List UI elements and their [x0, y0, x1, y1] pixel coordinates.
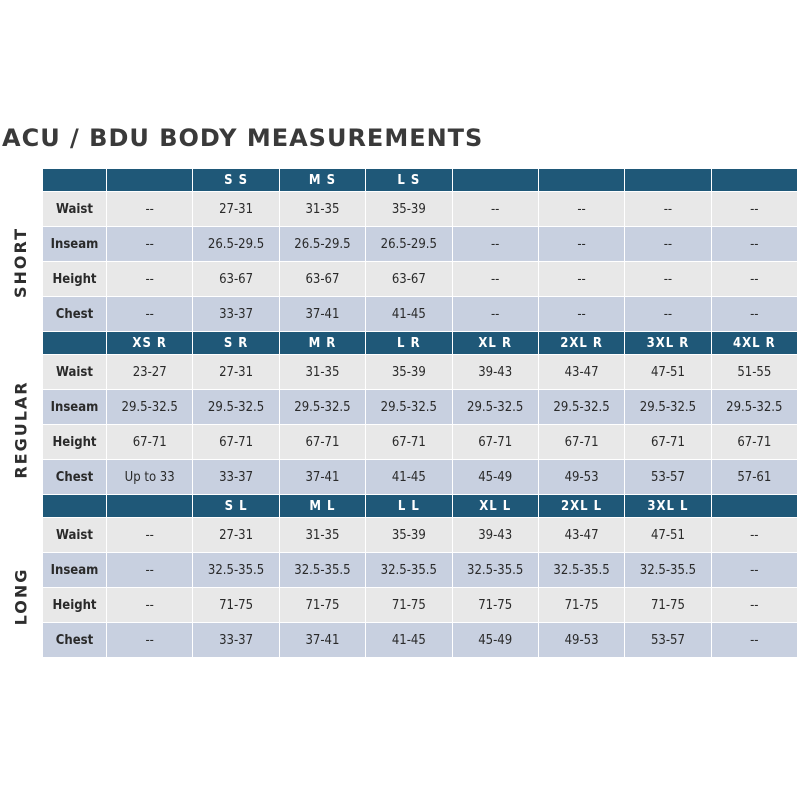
- measurement-cell: --: [452, 192, 538, 227]
- size-header-cell: [711, 495, 797, 518]
- group-label-text: SHORT: [11, 226, 31, 298]
- table-row: [43, 355, 798, 390]
- row-label-cell: Waist: [43, 192, 107, 227]
- measurement-cell: 33-37: [193, 297, 279, 332]
- group-label-text: REGULAR: [11, 379, 31, 479]
- row-label-cell: Height: [43, 262, 107, 297]
- row-label-cell: Inseam: [43, 553, 107, 588]
- measurement-cell: 32.5-35.5: [366, 553, 452, 588]
- measurement-cell: 71-75: [366, 588, 452, 623]
- measurement-cell: --: [107, 623, 193, 658]
- measurement-cell: --: [625, 227, 711, 262]
- measurement-cell: 32.5-35.5: [625, 553, 711, 588]
- measurement-cell: --: [538, 192, 624, 227]
- size-header-cell: M L: [279, 495, 365, 518]
- measurement-cell: 51-55: [711, 355, 797, 390]
- measurement-cell: 57-61: [711, 460, 797, 495]
- measurement-cell: --: [107, 297, 193, 332]
- measurement-cell: 53-57: [625, 460, 711, 495]
- size-header-cell: XL R: [452, 332, 538, 355]
- measurement-cell: 37-41: [279, 460, 365, 495]
- measurement-cell: 67-71: [538, 425, 624, 460]
- table-row: [43, 553, 798, 588]
- group-label-long: [0, 524, 42, 668]
- measurement-cell: --: [625, 297, 711, 332]
- table-row: [43, 297, 798, 332]
- measurement-cell: 53-57: [625, 623, 711, 658]
- measurement-cell: 63-67: [193, 262, 279, 297]
- size-header-cell: 4XL R: [711, 332, 797, 355]
- row-label-cell: Inseam: [43, 390, 107, 425]
- row-label-cell: Height: [43, 425, 107, 460]
- header-corner-cell: [43, 495, 107, 518]
- size-header-cell: [107, 169, 193, 192]
- measurement-cell: 27-31: [193, 192, 279, 227]
- measurement-cell: --: [452, 262, 538, 297]
- measurement-cell: --: [538, 297, 624, 332]
- measurement-cell: 45-49: [452, 460, 538, 495]
- measurement-cell: --: [452, 297, 538, 332]
- measurement-cell: 71-75: [279, 588, 365, 623]
- measurement-cell: --: [711, 518, 797, 553]
- measurement-cell: 32.5-35.5: [279, 553, 365, 588]
- size-header-cell: L L: [366, 495, 452, 518]
- measurement-cell: 32.5-35.5: [193, 553, 279, 588]
- measurement-cell: 43-47: [538, 518, 624, 553]
- measurement-cell: --: [711, 192, 797, 227]
- size-header-cell: [711, 169, 797, 192]
- page-title: ACU / BDU BODY MEASUREMENTS: [2, 124, 484, 152]
- measurement-cell: --: [625, 192, 711, 227]
- measurement-cell: 37-41: [279, 297, 365, 332]
- measurement-cell: 71-75: [193, 588, 279, 623]
- measurement-cell: --: [107, 227, 193, 262]
- table-row: [43, 623, 798, 658]
- measurement-cell: 37-41: [279, 623, 365, 658]
- measurement-cell: 71-75: [538, 588, 624, 623]
- measurement-cell: 33-37: [193, 623, 279, 658]
- measurement-cell: 47-51: [625, 355, 711, 390]
- measurement-cell: 31-35: [279, 192, 365, 227]
- measurement-cell: 67-71: [107, 425, 193, 460]
- row-label-cell: Height: [43, 588, 107, 623]
- size-header-cell: [107, 495, 193, 518]
- measurement-cell: 31-35: [279, 355, 365, 390]
- measurement-cell: --: [538, 227, 624, 262]
- row-label-cell: Waist: [43, 518, 107, 553]
- table-row: [43, 588, 798, 623]
- measurement-cell: --: [107, 588, 193, 623]
- measurement-cell: --: [711, 262, 797, 297]
- measurement-cell: 26.5-29.5: [366, 227, 452, 262]
- size-header-cell: 2XL L: [538, 495, 624, 518]
- measurement-cell: 67-71: [193, 425, 279, 460]
- measurement-cell: 29.5-32.5: [279, 390, 365, 425]
- row-label-cell: Inseam: [43, 227, 107, 262]
- measurement-cell: Up to 33: [107, 460, 193, 495]
- measurement-cell: --: [107, 553, 193, 588]
- table-row: [43, 460, 798, 495]
- size-header-cell: M S: [279, 169, 365, 192]
- table-row: [43, 390, 798, 425]
- size-header-cell: 3XL R: [625, 332, 711, 355]
- measurement-cell: 29.5-32.5: [107, 390, 193, 425]
- measurement-cell: 29.5-32.5: [366, 390, 452, 425]
- measurement-cell: 67-71: [279, 425, 365, 460]
- row-label-cell: Chest: [43, 623, 107, 658]
- table-row: [43, 227, 798, 262]
- measurement-cell: 67-71: [452, 425, 538, 460]
- size-header-cell: XL L: [452, 495, 538, 518]
- measurement-cell: 35-39: [366, 192, 452, 227]
- measurement-cell: 35-39: [366, 355, 452, 390]
- measurement-cell: --: [107, 262, 193, 297]
- measurement-cell: 45-49: [452, 623, 538, 658]
- measurement-cell: 49-53: [538, 460, 624, 495]
- measurement-cell: 26.5-29.5: [193, 227, 279, 262]
- measurement-cell: 67-71: [711, 425, 797, 460]
- measurement-cell: 33-37: [193, 460, 279, 495]
- table-row: [43, 518, 798, 553]
- row-label-cell: Chest: [43, 297, 107, 332]
- size-header-cell: S R: [193, 332, 279, 355]
- measurement-cell: 29.5-32.5: [625, 390, 711, 425]
- measurement-cell: 63-67: [279, 262, 365, 297]
- measurement-cell: --: [711, 297, 797, 332]
- measurement-cell: 39-43: [452, 518, 538, 553]
- size-header-cell: 2XL R: [538, 332, 624, 355]
- measurement-cell: --: [711, 227, 797, 262]
- measurement-cell: 35-39: [366, 518, 452, 553]
- measurement-cell: 29.5-32.5: [193, 390, 279, 425]
- measurement-cell: 63-67: [366, 262, 452, 297]
- size-header-cell: [625, 169, 711, 192]
- header-corner-cell: [43, 332, 107, 355]
- measurement-cell: 31-35: [279, 518, 365, 553]
- measurement-cell: --: [107, 192, 193, 227]
- size-header-cell: S L: [193, 495, 279, 518]
- measurement-cell: --: [711, 623, 797, 658]
- size-header-cell: L R: [366, 332, 452, 355]
- measurement-cell: 26.5-29.5: [279, 227, 365, 262]
- measurement-cell: 41-45: [366, 623, 452, 658]
- measurement-cell: 67-71: [366, 425, 452, 460]
- measurement-cell: 29.5-32.5: [711, 390, 797, 425]
- measurement-cell: 47-51: [625, 518, 711, 553]
- size-header-cell: L S: [366, 169, 452, 192]
- measurement-cell: 71-75: [625, 588, 711, 623]
- measurement-cell: 32.5-35.5: [452, 553, 538, 588]
- size-header-cell: [452, 169, 538, 192]
- header-corner-cell: [43, 169, 107, 192]
- measurement-cell: 41-45: [366, 460, 452, 495]
- measurement-cell: --: [625, 262, 711, 297]
- size-chart-table: [42, 168, 798, 658]
- table-row: [43, 192, 798, 227]
- size-header-cell: S S: [193, 169, 279, 192]
- measurement-cell: --: [538, 262, 624, 297]
- size-header-cell: M R: [279, 332, 365, 355]
- size-header-cell: 3XL L: [625, 495, 711, 518]
- group-label-short: [0, 190, 42, 334]
- measurement-cell: 29.5-32.5: [538, 390, 624, 425]
- measurement-cell: 41-45: [366, 297, 452, 332]
- measurement-cell: --: [711, 553, 797, 588]
- measurement-cell: --: [107, 518, 193, 553]
- measurement-cell: 27-31: [193, 518, 279, 553]
- measurement-cell: 23-27: [107, 355, 193, 390]
- measurement-cell: 29.5-32.5: [452, 390, 538, 425]
- measurement-cell: 43-47: [538, 355, 624, 390]
- group-label-text: LONG: [11, 567, 31, 625]
- measurement-cell: 67-71: [625, 425, 711, 460]
- measurement-cell: 49-53: [538, 623, 624, 658]
- group-label-regular: [0, 357, 42, 501]
- size-header-row: [43, 495, 798, 518]
- size-header-row: [43, 169, 798, 192]
- measurement-cell: --: [452, 227, 538, 262]
- size-header-cell: [538, 169, 624, 192]
- measurement-cell: 71-75: [452, 588, 538, 623]
- row-label-cell: Waist: [43, 355, 107, 390]
- measurement-cell: 39-43: [452, 355, 538, 390]
- measurement-cell: 32.5-35.5: [538, 553, 624, 588]
- table-row: [43, 425, 798, 460]
- table-row: [43, 262, 798, 297]
- size-header-row: [43, 332, 798, 355]
- size-header-cell: XS R: [107, 332, 193, 355]
- row-label-cell: Chest: [43, 460, 107, 495]
- measurement-cell: 27-31: [193, 355, 279, 390]
- measurement-cell: --: [711, 588, 797, 623]
